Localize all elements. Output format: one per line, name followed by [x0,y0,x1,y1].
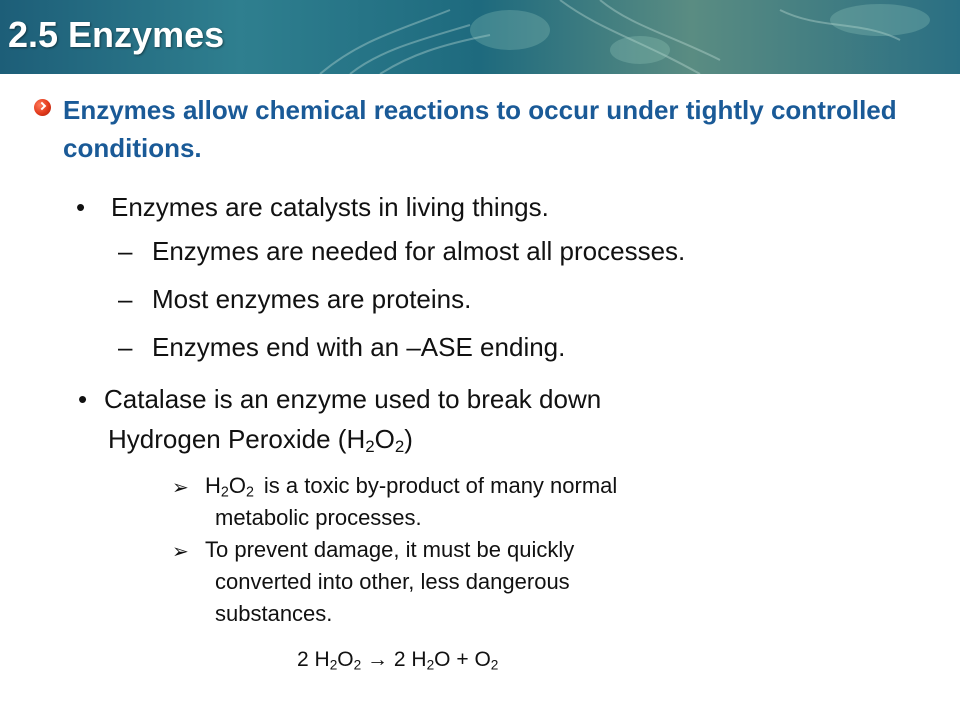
arrow-item-2-line-2: converted into other, less dangerous [215,569,570,594]
page-title: 2.5 Enzymes [8,14,225,55]
subscript: 2 [394,437,405,457]
eq-part: O [337,648,354,671]
subscript: 2 [426,657,435,673]
catalase-line-1: Catalase is an enzyme used to break down [104,384,602,414]
catalase-line-2 [108,424,413,455]
catalase-line-2-suffix: ) [404,424,413,454]
arrow-bullet-icon: ➢ [172,477,189,499]
arrow-item-1-text: is a toxic by-product of many normal [263,473,618,498]
subscript: 2 [365,437,375,457]
subscript: 2 [329,657,338,673]
eq-arrow: → 2 H [361,648,427,671]
subscript: 2 [245,484,254,501]
sub-bullet-text: Enzymes end with an –ASE ending. [152,332,566,362]
arrow-item-2-line-3: substances. [215,601,333,626]
section-heading: Enzymes allow chemical reactions to occur under tightly controlled conditions. [63,95,897,163]
o-symbol: O [228,473,246,498]
sub-bullet-text: Most enzymes are proteins. [152,284,472,314]
sub-bullet-marker: – [118,332,133,362]
catalase-line-2-o: O [374,424,395,454]
sub-bullet-marker: – [118,236,133,266]
h-symbol: H [205,473,221,498]
subscript: 2 [353,657,362,673]
catalase-line-2-prefix: Hydrogen Peroxide (H [108,424,366,454]
sub-bullet-text: Enzymes are needed for almost all processes. [152,236,686,266]
subscript: 2 [490,657,499,673]
arrow-item-1-line-2: metabolic processes. [215,505,422,530]
bullet-text: Enzymes are catalysts in living things. [111,192,549,222]
sub-bullet-marker: – [118,284,133,314]
reaction-equation [297,648,498,672]
bullet-marker: • [78,384,88,414]
bullet-marker: • [76,192,86,222]
subscript: 2 [220,484,229,501]
red-bullet-icon [34,99,51,116]
arrow-bullet-icon: ➢ [172,541,189,563]
eq-part: O + O [434,648,491,671]
arrow-item-2-line-1: To prevent damage, it must be quickly [205,537,575,562]
eq-part: 2 H [297,648,330,671]
title-banner [0,0,960,74]
arrow-item-1-line-1 [205,473,617,499]
